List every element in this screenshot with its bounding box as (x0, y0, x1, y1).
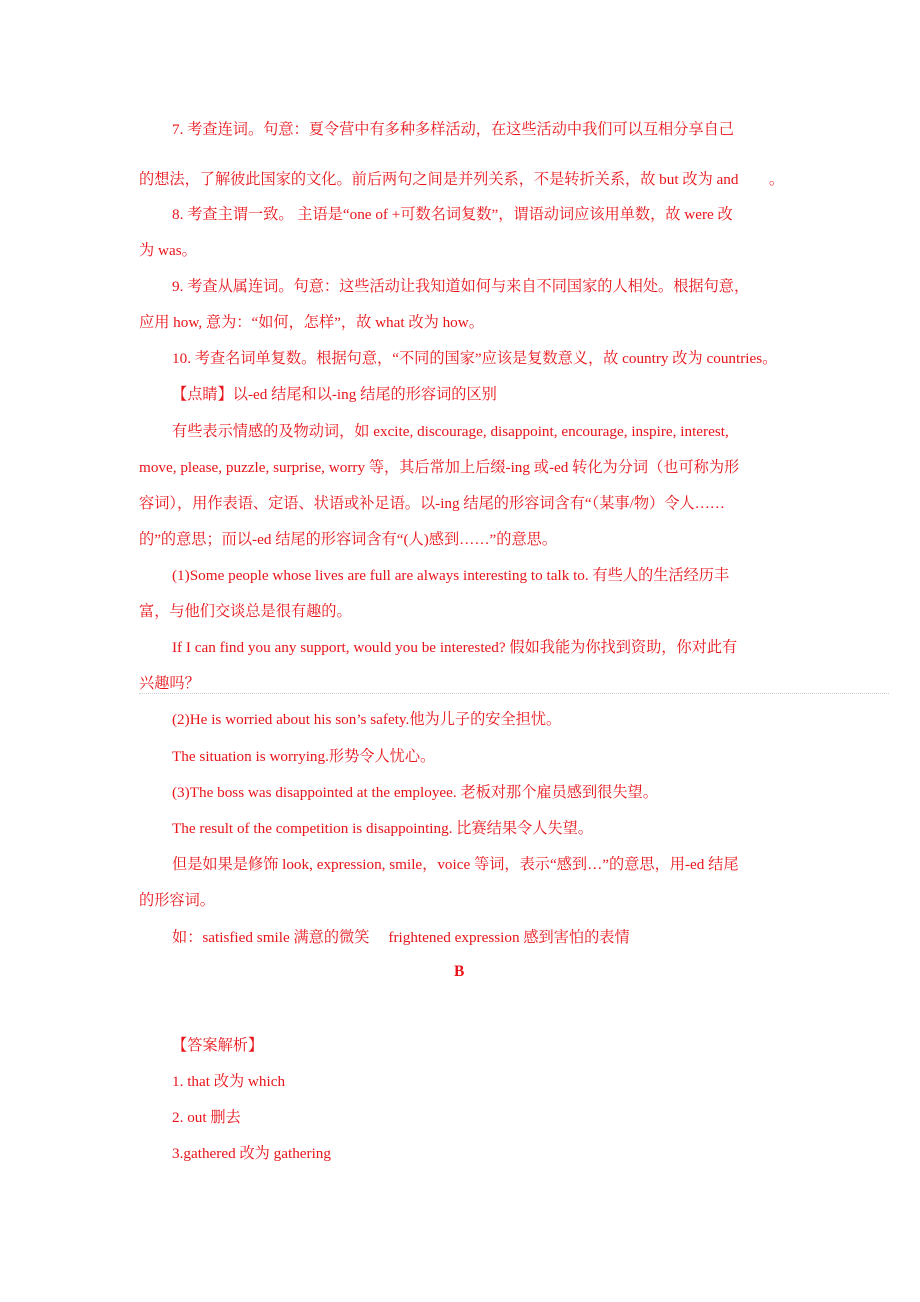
example2b: The situation is worrying.形势令人忧心。 (172, 748, 436, 765)
example1b-line2: 兴趣吗？ (139, 675, 200, 692)
q7-line2: 的想法，了解彼此国家的文化。前后两句之间是并列关系，不是转折关系，故 but 改为 and 。 (139, 171, 785, 188)
tip-heading: 【点睛】以-ed 结尾和以-ing 结尾的形容词的区别 (172, 386, 497, 403)
q10-line1: 10. 考查名词单复数。根据句意，“不同的国家”应该是复数意义，故 country 改为 countries。 (172, 350, 778, 367)
tip-para2-line2: 的形容词。 (139, 892, 215, 909)
tip-para1-line4: 的”的意思；而以-ed 结尾的形容词含有“(人)感到……”的意思。 (139, 531, 558, 548)
answer-item-2: 2. out 删去 (172, 1109, 241, 1126)
example1-line1: (1)Some people whose lives are full are always interesting to talk to. 有些人的生活经历丰 (172, 567, 730, 584)
q7-line1: 7. 考查连词。句意：夏令营中有多种多样活动，在这些活动中我们可以互相分享自己 (172, 121, 734, 138)
tip-para1-line3: 容词），用作表语、定语、状语或补足语。以-ing 结尾的形容词含有“（某事/物）令人…… (139, 495, 725, 512)
example2: (2)He is worried about his son’s safety.他为儿子的安全担忧。 (172, 711, 562, 728)
example1b-line1: If I can find you any support, would you be interested? 假如我能为你找到资助，你对此有 (172, 639, 738, 656)
example3: (3)The boss was disappointed at the employee. 老板对那个雇员感到很失望。 (172, 784, 658, 801)
answer-item-3: 3.gathered 改为 gathering (172, 1145, 331, 1162)
q9-line2: 应用 how, 意为：“如何，怎样”，故 what 改为 how。 (139, 314, 484, 331)
tip-para1-line2: move, please, puzzle, surprise, worry 等，其后常加上后缀-ing 或-ed 转化为分词（也可称为形 (139, 459, 740, 476)
answer-analysis-heading: 【答案解析】 (172, 1037, 264, 1054)
tip-para1-line1: 有些表示情感的及物动词，如 excite, discourage, disappoint, encourage, inspire, interest, (172, 423, 729, 440)
q8-line2: 为 was。 (139, 242, 197, 259)
tip-para2-line1: 但是如果是修饰 look, expression, smile，voice 等词，表示“感到…”的意思，用-ed 结尾 (172, 856, 739, 873)
example1-line2: 富，与他们交谈总是很有趣的。 (139, 603, 352, 620)
q8-line1: 8. 考查主谓一致。 主语是“one of +可数名词复数”，谓语动词应该用单数，故 were 改 (172, 206, 733, 223)
page-divider (139, 693, 889, 694)
tip-example: 如：satisfied smile 满意的微笑 frightened expression 感到害怕的表情 (172, 929, 630, 946)
example3b: The result of the competition is disappointing. 比赛结果令人失望。 (172, 820, 593, 837)
answer-item-1: 1. that 改为 which (172, 1073, 286, 1090)
q9-line1: 9. 考查从属连词。句意：这些活动让我知道如何与来自不同国家的人相处。根据句意， (172, 278, 750, 295)
section-b-title: B (454, 963, 465, 980)
